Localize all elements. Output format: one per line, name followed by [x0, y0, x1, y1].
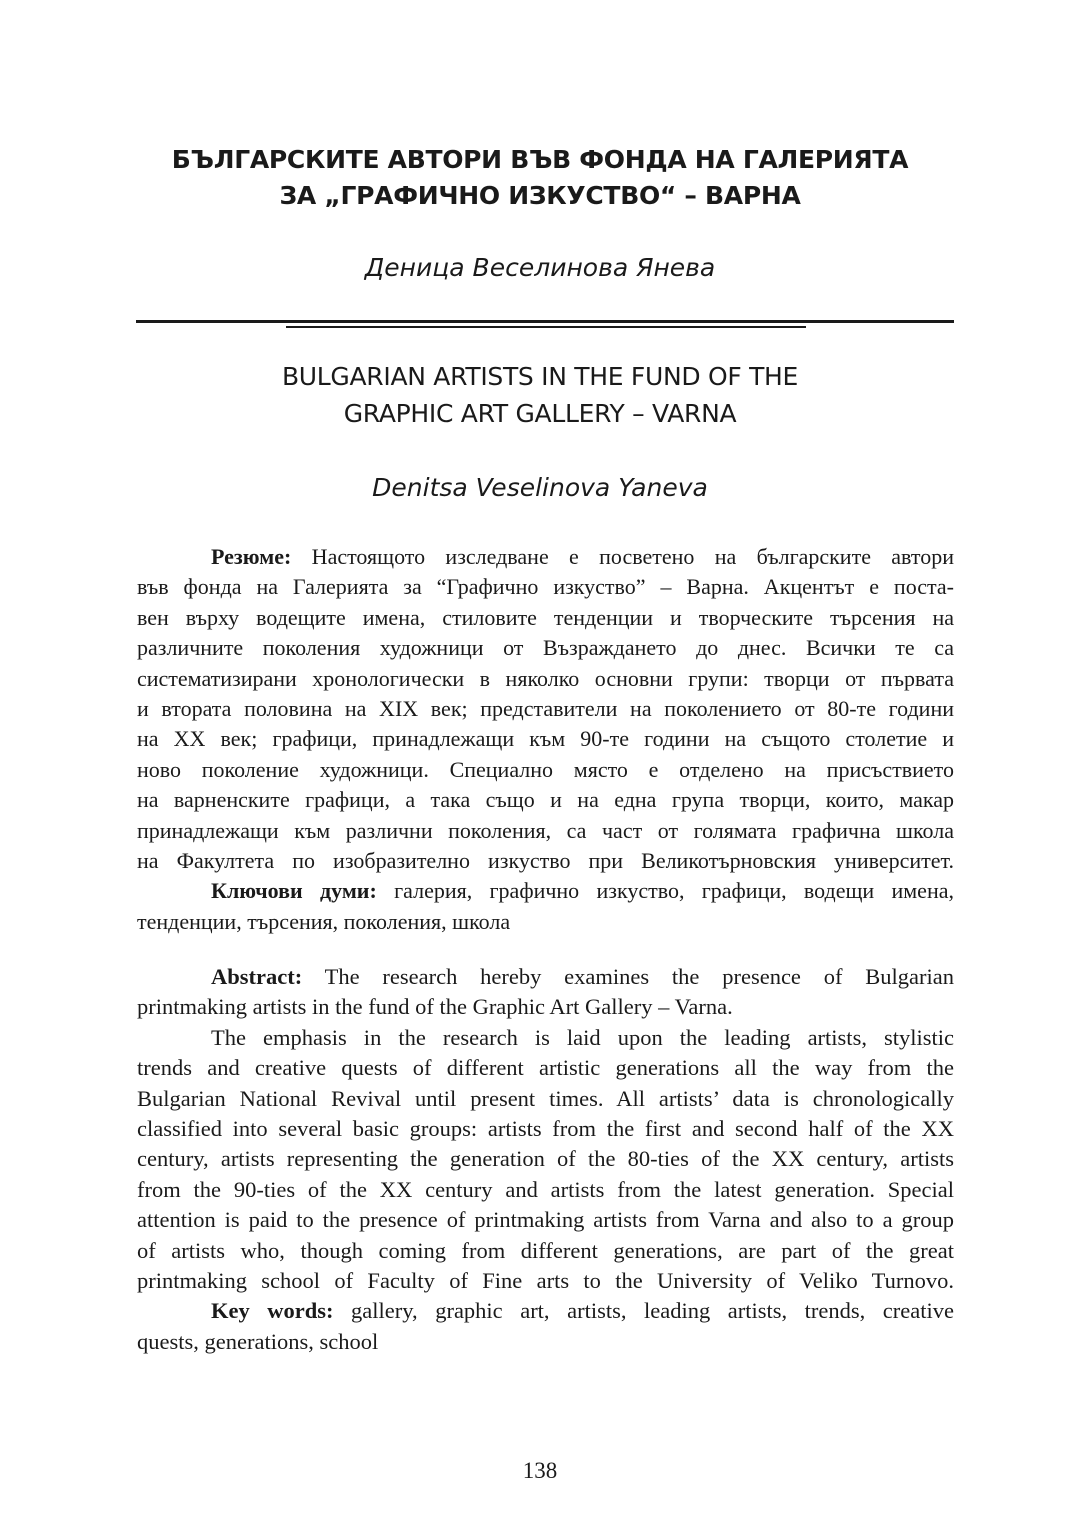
keywords-en-label: Key words: — [211, 1298, 334, 1324]
summary-bg-line: принадлежащи към различни поколения, са част от голямата графична школа — [137, 817, 954, 843]
author-bulgarian: Деница Веселинова Янева — [364, 253, 716, 282]
summary-bg-line: на XX век; графици, принадлежащи към 90-те години на същото столетие и — [137, 726, 954, 752]
abstract-en-line: of artists who, though coming from different generations, are part of the great — [137, 1237, 954, 1263]
abstract-en-line: printmaking school of Faculty of Fine arts to the University of Veliko Turnovo. — [137, 1268, 954, 1294]
summary-bg-line: във фонда на Галерията за “Графично изкуство” – Варна. Акцентът е поста- — [137, 574, 954, 600]
abstract-en-line: trends and creative quests of different artistic generations all the way from the — [137, 1055, 954, 1081]
summary-bg-line: систематизирани хронологически в няколко основни групи: творци от първата — [137, 665, 954, 691]
divider-long — [136, 320, 954, 323]
summary-bg-line: на Факултета по изобразително изкуство при Великотърновския университет. — [137, 848, 954, 874]
title-bulgarian — [0, 142, 1080, 214]
title-bulgarian-line-2: ЗА „ГРАФИЧНО ИЗКУСТВО“ – ВАРНА — [279, 181, 801, 210]
title-english-line-2: GRAPHIC ART GALLERY – VARNA — [343, 399, 737, 428]
summary-bg-line: ново поколение художници. Специално място е отделено на присъствието — [137, 756, 954, 782]
title-english — [0, 358, 1080, 432]
summary-bg-line: вен върху водещите имена, стиловите тенденции и творческите търсения на — [137, 604, 954, 630]
abstract-en-line: from the 90-ties of the XX century and artists from the latest generation. Special — [137, 1176, 954, 1202]
abstract-en-line: Bulgarian National Revival until present times. All artists’ data is chronologically — [137, 1085, 954, 1111]
page-number: 138 — [522, 1458, 558, 1483]
keywords-bg-label: Ключови думи: — [211, 878, 377, 904]
summary-label: Резюме: — [211, 544, 292, 569]
abstract-label: Abstract: — [211, 964, 303, 989]
summary-bg-line: различните поколения художници от Възраждането до днес. Всички те са — [137, 635, 954, 661]
abstract-en-line: The emphasis in the research is laid upon the leading artists, stylistic — [211, 1024, 954, 1050]
abstract-en-line: century, artists representing the generation of the 80-ties of the XX century, artists — [137, 1146, 954, 1172]
abstract-en-line: printmaking artists in the fund of the Graphic Art Gallery – Varna. — [137, 994, 733, 1020]
summary-bg-line: и втората половина на XIX век; представители на поколението от 80-те години — [137, 696, 954, 722]
keywords-bg-line: тенденции, търсения, поколения, школа — [137, 908, 511, 934]
keywords-en-line: Key words: gallery, graphic art, artists, leading artists, trends, creative — [211, 1298, 954, 1324]
keywords-en-line: quests, generations, school — [137, 1328, 379, 1354]
author-english: Denitsa Veselinova Yaneva — [372, 473, 708, 502]
abstract-en-line: classified into several basic groups: artists from the first and second half of the XX — [137, 1116, 954, 1142]
summary-bg-line: Резюме: Настоящото изследване е посветено на българските автори — [211, 544, 954, 569]
summary-bulgarian — [137, 542, 954, 937]
title-bulgarian-line-1: БЪЛГАРСКИТЕ АВТОРИ ВЪВ ФОНДА НА ГАЛЕРИЯТА — [171, 145, 909, 174]
title-english-line-1: BULGARIAN ARTISTS IN THE FUND OF THE — [281, 362, 799, 391]
abstract-en-line: attention is paid to the presence of printmaking artists from Varna and also to a group — [137, 1207, 954, 1233]
keywords-bg-line: Ключови думи: галерия, графично изкуство, графици, водещи имена, — [211, 878, 954, 904]
abstract-english — [137, 962, 954, 1357]
abstract-en-line: Abstract: The research hereby examines the presence of Bulgarian — [211, 964, 954, 989]
summary-bg-line: на варненските графици, а така също и на една група творци, които, макар — [137, 787, 954, 813]
divider-short — [286, 326, 806, 328]
